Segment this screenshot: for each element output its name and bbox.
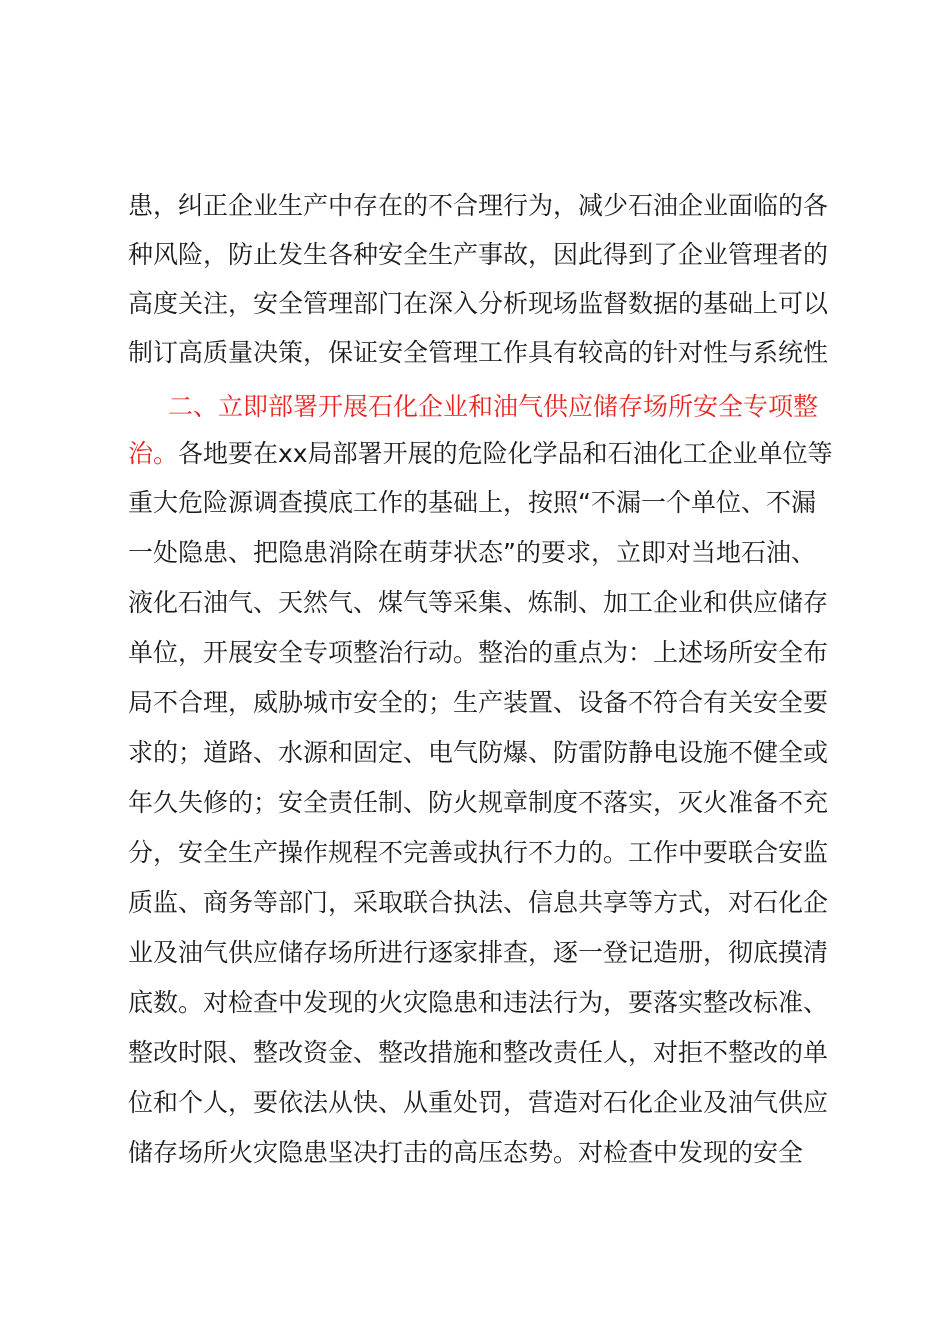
paragraph-line-2: 种风险，防止发生各种安全生产事故，因此得到了企业管理者的 bbox=[128, 240, 829, 269]
body-line: 位和个人，要依法从快、从重处罚，营造对石化企业及油气供应 bbox=[128, 1088, 829, 1117]
body-line: 储存场所火灾隐患坚决打击的高压态势。对检查中发现的安全 bbox=[128, 1138, 804, 1167]
body-line: 分，安全生产操作规程不完善或执行不力的。工作中要联合安监 bbox=[128, 838, 829, 867]
body-line: 液化石油气、天然气、煤气等采集、炼制、加工企业和供应储存 bbox=[128, 588, 829, 617]
paragraph-line-1: 患，纠正企业生产中存在的不合理行为，减少石油企业面临的各 bbox=[128, 191, 829, 220]
body-line: 局不合理，威胁城市安全的；生产装置、设备不符合有关安全要 bbox=[128, 688, 829, 717]
body-line: 一处隐患、把隐患消除在萌芽状态”的要求，立即对当地石油、 bbox=[128, 538, 816, 567]
body-line: 重大危险源调查摸底工作的基础上，按照“不漏一个单位、不漏 bbox=[128, 488, 816, 517]
body-line: 底数。对检查中发现的火灾隐患和违法行为，要落实整改标准、 bbox=[128, 988, 829, 1017]
body-line: 年久失修的；安全责任制、防火规章制度不落实，灭火准备不充 bbox=[128, 788, 829, 817]
body-line: 求的；道路、水源和固定、电气防爆、防雷防静电设施不健全或 bbox=[128, 738, 829, 767]
section-heading-end-line bbox=[128, 437, 833, 471]
body-line: 单位，开展安全专项整治行动。整治的重点为：上述场所安全布 bbox=[128, 638, 829, 667]
section-heading: 二、立即部署开展石化企业和油气供应储存场所安全专项整 bbox=[168, 392, 819, 421]
body-line: 质监、商务等部门，采取联合执法、信息共享等方式，对石化企 bbox=[128, 888, 829, 917]
body-line: 业及油气供应储存场所进行逐家排查，逐一登记造册，彻底摸清 bbox=[128, 938, 829, 967]
section-body-start: 各地要在xx局部署开展的危险化学品和石油化工企业单位等 bbox=[178, 439, 833, 468]
body-line: 整改时限、整改资金、整改措施和整改责任人，对拒不整改的单 bbox=[128, 1038, 829, 1067]
paragraph-line-4: 制订高质量决策，保证安全管理工作具有较高的针对性与系统性 bbox=[128, 338, 829, 367]
section-heading-end: 治。 bbox=[128, 439, 179, 468]
paragraph-line-3: 高度关注，安全管理部门在深入分析现场监督数据的基础上可以 bbox=[128, 289, 829, 318]
